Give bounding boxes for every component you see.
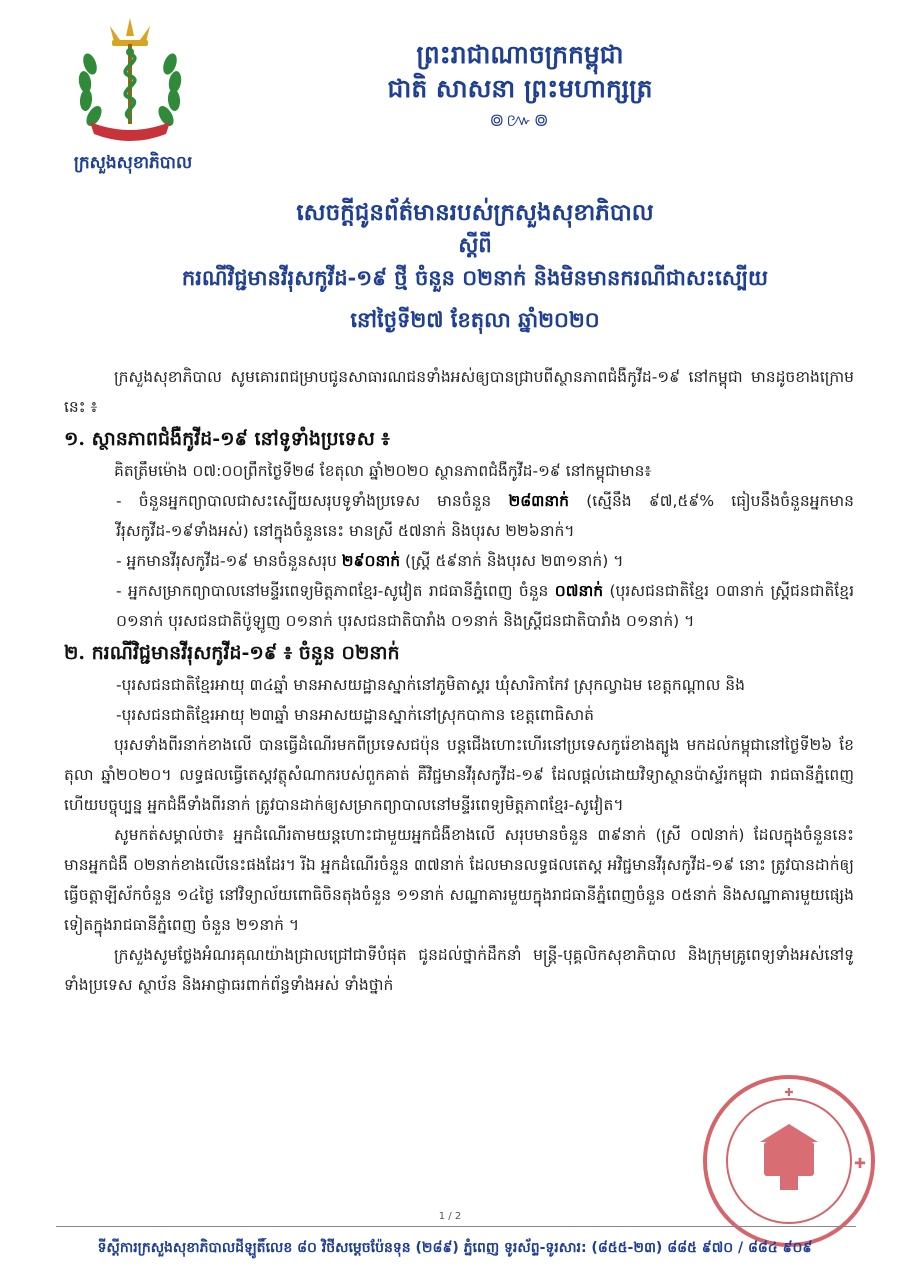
intro-paragraph: ក្រសួងសុខាភិបាល សូមគោរពជម្រាបជូនសាធារណជនទាំងអស់ឲ្យបានជ្រាបពីស្ថានភាពជំងឺកូវីដ-១៩ នៅកម្ពុជា មានដូចខាងក្រោមនេះ ៖ bbox=[64, 368, 854, 416]
ministry-emblem-icon bbox=[60, 14, 200, 154]
bullet-text: (ស្មើនឹង ៩៧,៥៩% ធៀបនឹងចំនួនអ្នកមានវីរុសកូវីដ-១៩ទាំងអស់) នៅក្នុងចំនួននេះ មានស្រី ៥៧នាក់ និងបុរស ២២៦នាក់។ bbox=[116, 492, 854, 540]
title-date: នៅថ្ងៃទី២៧ ខែតុលា ឆ្នាំ២០២០ bbox=[350, 307, 600, 332]
bullet-hospitalized bbox=[64, 576, 854, 636]
kingdom-line-2: ជាតិ សាសនា ព្រះមហាក្សត្រ bbox=[387, 74, 653, 103]
bullet-text: (បុរសជនជាតិខ្មែរ ០៣នាក់ ស្ត្រីជនជាតិខ្មែរ ០១នាក់ បុរសជនជាតិប៉ូឡូញ ០១នាក់ បុរសជនជាតិបារាំង ០១នាក់ និងស្ត្រីជនជាតិបារាំង ០១នាក់) ។ bbox=[116, 582, 854, 630]
bullet-count: ០៧នាក់ bbox=[554, 582, 604, 600]
page-number: 1 / 2 bbox=[438, 1211, 462, 1222]
section-1-lead: គិតត្រឹមម៉ោង ០៧:០០ព្រឹកថ្ងៃទី២៨ ខែតុលា ឆ្នាំ២០២០ ស្ថានភាពជំងឺកូវីដ-១៩ នៅកម្ពុជាមាន៖ bbox=[114, 462, 652, 480]
section-2-heading: ២. ករណីវិជ្ជមានវីរុសកូវីដ-១៩ ៖ ចំនួន ០២នាក់ bbox=[64, 642, 400, 664]
section-1-heading: ១. ស្ថានភាពជំងឺកូវីដ-១៩ នៅទូទាំងប្រទេស ៖ bbox=[64, 428, 390, 450]
kingdom-line-1: ព្រះរាជាណាចក្រកម្ពុជា bbox=[416, 40, 624, 69]
press-release-title bbox=[90, 196, 860, 340]
case-1: -បុរសជនជាតិខ្មែរអាយុ ៣៤ឆ្នាំ មានអាសយដ្ឋានស្នាក់នៅភូមិតាស្គរ ឃុំសារិកាកែវ ស្រុកល្វាឯម ខេត្តកណ្តាល និង bbox=[116, 676, 745, 694]
kingdom-motto bbox=[300, 38, 740, 106]
thanks-paragraph: ក្រសួងសូមថ្លែងអំណរគុណយ៉ាងជ្រាលជ្រៅជាទីបំផុត ជូនដល់ថ្នាក់ដឹកនាំ មន្ត្រី-បុគ្គលិកសុខាភិបាល និងក្រុមគ្រូពេទ្យទាំងអស់នៅទូទាំងប្រទេស ស្ថាប័ន និងអាជ្ញាធរពាក់ព័ន្ធទាំងអស់ ទាំងថ្នាក់ bbox=[64, 946, 854, 994]
official-seal-icon bbox=[700, 1072, 878, 1250]
bullet-recovered bbox=[64, 486, 854, 546]
case-2: -បុរសជនជាតិខ្មែរអាយុ ២៣ឆ្នាំ មានអាសយដ្ឋានស្នាក់នៅស្រុកបាកាន ខេត្តពោធិសាត់ bbox=[116, 706, 594, 724]
svg-text:✚: ✚ bbox=[784, 1086, 794, 1099]
ministry-name: ក្រសួងសុខាភិបាល bbox=[73, 153, 193, 173]
svg-text:✚: ✚ bbox=[854, 1156, 866, 1172]
bullet-count: ២៨៣នាក់ bbox=[508, 492, 570, 510]
title-line-1: សេចក្តីជូនព័ត៌មានរបស់ក្រសួងសុខាភិបាល bbox=[296, 199, 654, 226]
bullet-text: (ស្ត្រី ៥៩នាក់ និងបុរស ២៣១នាក់) ។ bbox=[400, 552, 624, 570]
bullet-text: - អ្នកសម្រាកព្យាបាលនៅមន្ទីរពេទ្យមិត្តភាពខ្មែរ-សូវៀត រាជធានីភ្នំពេញ ចំនួន bbox=[116, 582, 555, 600]
note-paragraph: សូមកត់សម្គាល់ថា៖ អ្នកដំណើរតាមយន្តហោះជាមួយអ្នកជំងឺខាងលើ សរុបមានចំនួន ៣៩នាក់ (ស្រី ០៧នាក់) ដែលក្នុងចំនួននេះ មានអ្នកជំងឺ ០២នាក់ខាងលើនេះផងដែរ។ រីឯ អ្នកដំណើរចំនួន ៣៧នាក់ ដែលមានលទ្ធផលតេស្ត អវិជ្ជមានវីរុសកូវីដ-១៩ នោះ ត្រូវបានដាក់ឲ្យធ្វើចត្តាឡីស័កចំនួន ១៤ថ្ងៃ នៅវិទ្យាល័យពោធិចិនតុងចំនួន ១១នាក់ សណ្ឋាគារមួយក្នុងរាជធានីភ្នំពេញចំនួន ០៥នាក់ និងសណ្ឋាគារមួយផ្សេងទៀតក្នុងរាជធានីភ្នំពេញ ចំនួន ២១នាក់ ។ bbox=[64, 826, 854, 934]
bullet-total-cases bbox=[64, 546, 854, 576]
bullet-text: - ចំនួនអ្នកព្យាបាលជាសះស្បើយសរុបទូទាំងប្រទេស មានចំនួន bbox=[116, 492, 509, 510]
title-line-3: ករណីវិជ្ជមានវីរុសកូវីដ-១៩ ថ្មី ចំនួន ០២នាក់ និងមិនមានករណីជាសះស្បើយ bbox=[181, 265, 769, 290]
title-line-2: ស្តីពី bbox=[458, 232, 492, 257]
ornament-divider: ៙៚៙ bbox=[489, 110, 551, 131]
document-body bbox=[64, 362, 854, 1000]
bullet-count: ២៩០នាក់ bbox=[341, 552, 401, 570]
bullet-text: - អ្នកមានវីរុសកូវីដ-១៩ មានចំនួនសរុប bbox=[116, 552, 342, 570]
footer-address: ទីស្តីការក្រសួងសុខាភិបាលដីឡូតិ៍លេខ ៨០ វិថីសម្តេចប៉ែនទុន (២៨៩) ភ្នំពេញ ទូរស័ព្ទ-ទូរសារ: (៨៥៥-២៣) ៨៨៥ ៩៧០ / ៨៨៤ ៩០៩ bbox=[97, 1240, 813, 1256]
footer-divider bbox=[56, 1226, 856, 1227]
cases-detail-paragraph: បុរសទាំងពីរនាក់ខាងលើ បានធ្វើដំណើរមកពីប្រទេសជប៉ុន បន្តជើងហោះហើរនៅប្រទេសកូរ៉េខាងត្បូង មកដល់កម្ពុជានៅថ្ងៃទី២៦ ខែតុលា ឆ្នាំ២០២០។ លទ្ធផលធ្វើតេស្តវត្ថុសំណាករបស់ពួកគាត់ គឺវិជ្ជមានវីរុសកូវីដ-១៩ ដែលផ្តល់ដោយវិទ្យាស្ថានប៉ាស្ទ័រកម្ពុជា រាជធានីភ្នំពេញ ហើយបច្ចុប្បន្ន អ្នកជំងឺទាំងពីរនាក់ ត្រូវបានដាក់ឲ្យសម្រាកព្យាបាលនៅមន្ទីរពេទ្យមិត្តភាពខ្មែរ-សូវៀត។ bbox=[64, 736, 854, 814]
